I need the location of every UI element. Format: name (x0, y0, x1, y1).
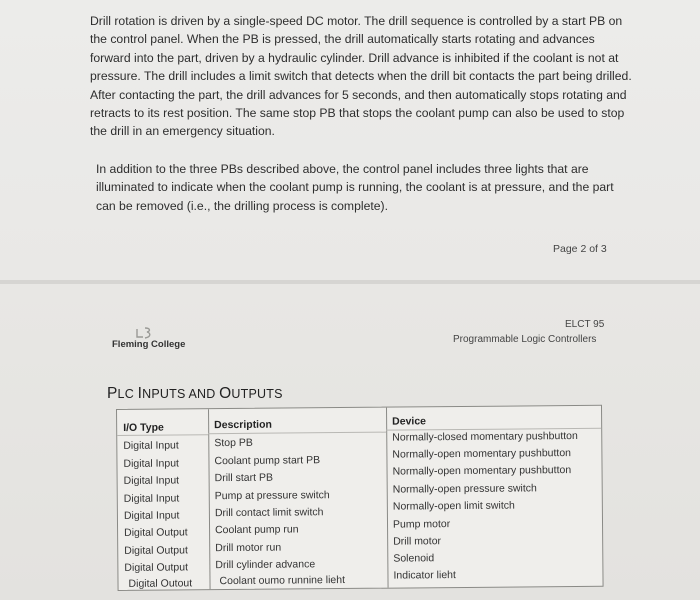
table-cell: Drill start PB (214, 471, 274, 485)
table-cell: Digital Input (123, 457, 179, 470)
table-cell: Digital Output (124, 526, 188, 539)
college-name: Fleming College (112, 339, 186, 350)
column-divider (208, 409, 211, 589)
fleming-logo-icon (135, 326, 155, 340)
header-device: Device (392, 415, 427, 428)
table-cell: Drill contact limit switch (214, 506, 324, 520)
table-cell: Coolant oumo runnine lieht (219, 574, 346, 588)
table-cell: Normally-open pressure switch (392, 482, 537, 496)
table-cell: Normally-open momentary pushbutton (392, 464, 572, 478)
column-divider (386, 408, 389, 588)
table-cell: Digital Input (123, 474, 180, 487)
row-rule (117, 434, 208, 436)
table-cell: Indicator lieht (393, 569, 456, 582)
table-cell: Pump motor (392, 518, 451, 531)
table-cell: Drill motor run (215, 541, 282, 555)
table-cell: Pump at pressure switch (214, 489, 330, 503)
table-cell: Digital Output (124, 544, 188, 557)
row-rule (208, 432, 386, 435)
table-cell: Digital Input (123, 509, 180, 522)
course-name: Programmable Logic Controllers (453, 334, 597, 345)
table-cell: Drill cylinder advance (215, 558, 316, 572)
table-cell: Coolant pump run (215, 523, 299, 537)
table-cell: Drill motor (393, 535, 442, 548)
table-cell: Coolant pump start PB (214, 454, 321, 468)
table-cell: Digital Outout (128, 577, 193, 590)
header-description: Description (214, 418, 272, 432)
paragraph-control-lights: In addition to the three PBs described above, the control panel includes three lights that are illuminated to indicate when the coolant pump is running, the coolant is at pressure, and the part can be removed (i.e., the drilling process is complete). (96, 162, 614, 213)
table-cell: Digital Input (123, 492, 180, 505)
header-io-type: I/O Type (123, 421, 164, 434)
section-title: PLC INPUTS AND OUTPUTS (107, 385, 283, 402)
io-table (116, 405, 604, 591)
paragraph-drill-sequence: Drill rotation is driven by a single-speed DC motor. The drill sequence is controlled by a start PB on the control panel. When the PB is pressed, the drill automatically starts rotating and advances forward into the part, driven by a hydraulic cylinder. Drill advance is inhibited if the coolant is not at pressure. The drill includes a limit switch that detects when the drill bit contacts the part being drilled. After contacting the part, the drill advances for 5 seconds, and then automatically stops rotating and retracts to its rest position. The same stop PB that stops the coolant pump can also be used to stop the drill in an emergency situation. (90, 14, 632, 139)
table-cell: Solenoid (393, 552, 435, 565)
table-cell: Normally-open limit switch (392, 499, 515, 513)
page-number: Page 2 of 3 (553, 243, 607, 255)
table-cell: Normally-closed momentary pushbutton (392, 429, 578, 444)
table-cell: Normally-open momentary pushbutton (392, 447, 572, 461)
table-cell: Stop PB (214, 436, 253, 450)
course-code: ELCT 95 (565, 319, 605, 330)
table-cell: Digital Output (124, 561, 189, 574)
table-cell: Digital Input (123, 439, 179, 452)
